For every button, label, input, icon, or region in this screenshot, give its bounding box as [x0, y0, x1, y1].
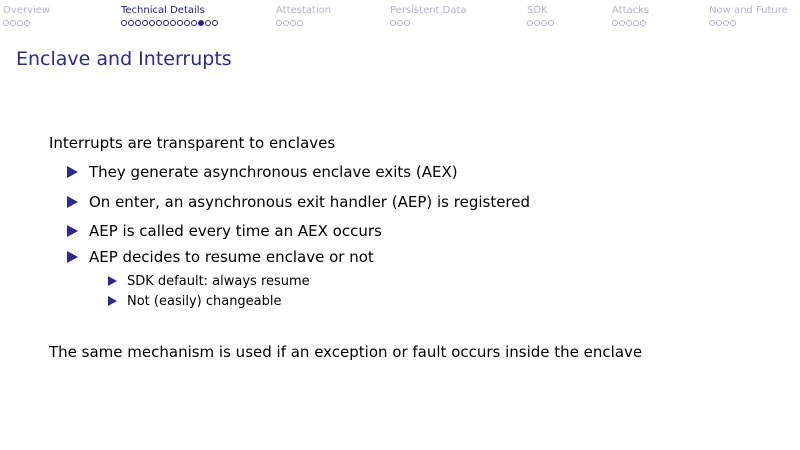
bullet-triangle-icon — [67, 225, 78, 237]
bullet-item — [89, 248, 374, 266]
bullet-item — [89, 193, 530, 211]
nav-section-title: Now and Future — [709, 5, 788, 16]
nav-section-title: Attacks — [612, 5, 650, 16]
bullet-triangle-icon — [108, 296, 117, 306]
nav-section-title: Overview — [3, 5, 51, 16]
bullet-text: On enter, an asynchronous exit handler (AEP) is registered — [89, 193, 531, 211]
bullet-item — [89, 222, 382, 240]
bullet-triangle-icon — [67, 196, 78, 208]
bullet-text: They generate asynchronous enclave exits (AEX) — [89, 163, 458, 181]
intro-text: Interrupts are transparent to enclaves — [49, 134, 336, 152]
bullet-text: AEP is called every time an AEX occurs — [89, 222, 382, 240]
sub-bullet-item — [127, 294, 282, 310]
bullet-triangle-icon — [108, 276, 117, 286]
sub-bullet-text: SDK default: always resume — [127, 274, 310, 289]
bullet-triangle-icon — [67, 251, 78, 263]
nav-section-title: SDK — [527, 5, 548, 16]
nav-section-title: Technical Details — [121, 5, 205, 16]
nav-section-title: Attestation — [276, 5, 332, 16]
slide-title: Enclave and Interrupts — [16, 48, 232, 70]
bullet-item — [89, 163, 458, 181]
bullet-text: AEP decides to resume enclave or not — [89, 248, 374, 266]
nav-section-title: Persistent Data — [390, 5, 467, 16]
sub-bullet-item — [127, 274, 310, 290]
sub-bullet-text: Not (easily) changeable — [127, 294, 282, 309]
closing-text: The same mechanism is used if an exception or fault occurs inside the enclave — [49, 343, 643, 361]
bullet-triangle-icon — [67, 166, 78, 178]
